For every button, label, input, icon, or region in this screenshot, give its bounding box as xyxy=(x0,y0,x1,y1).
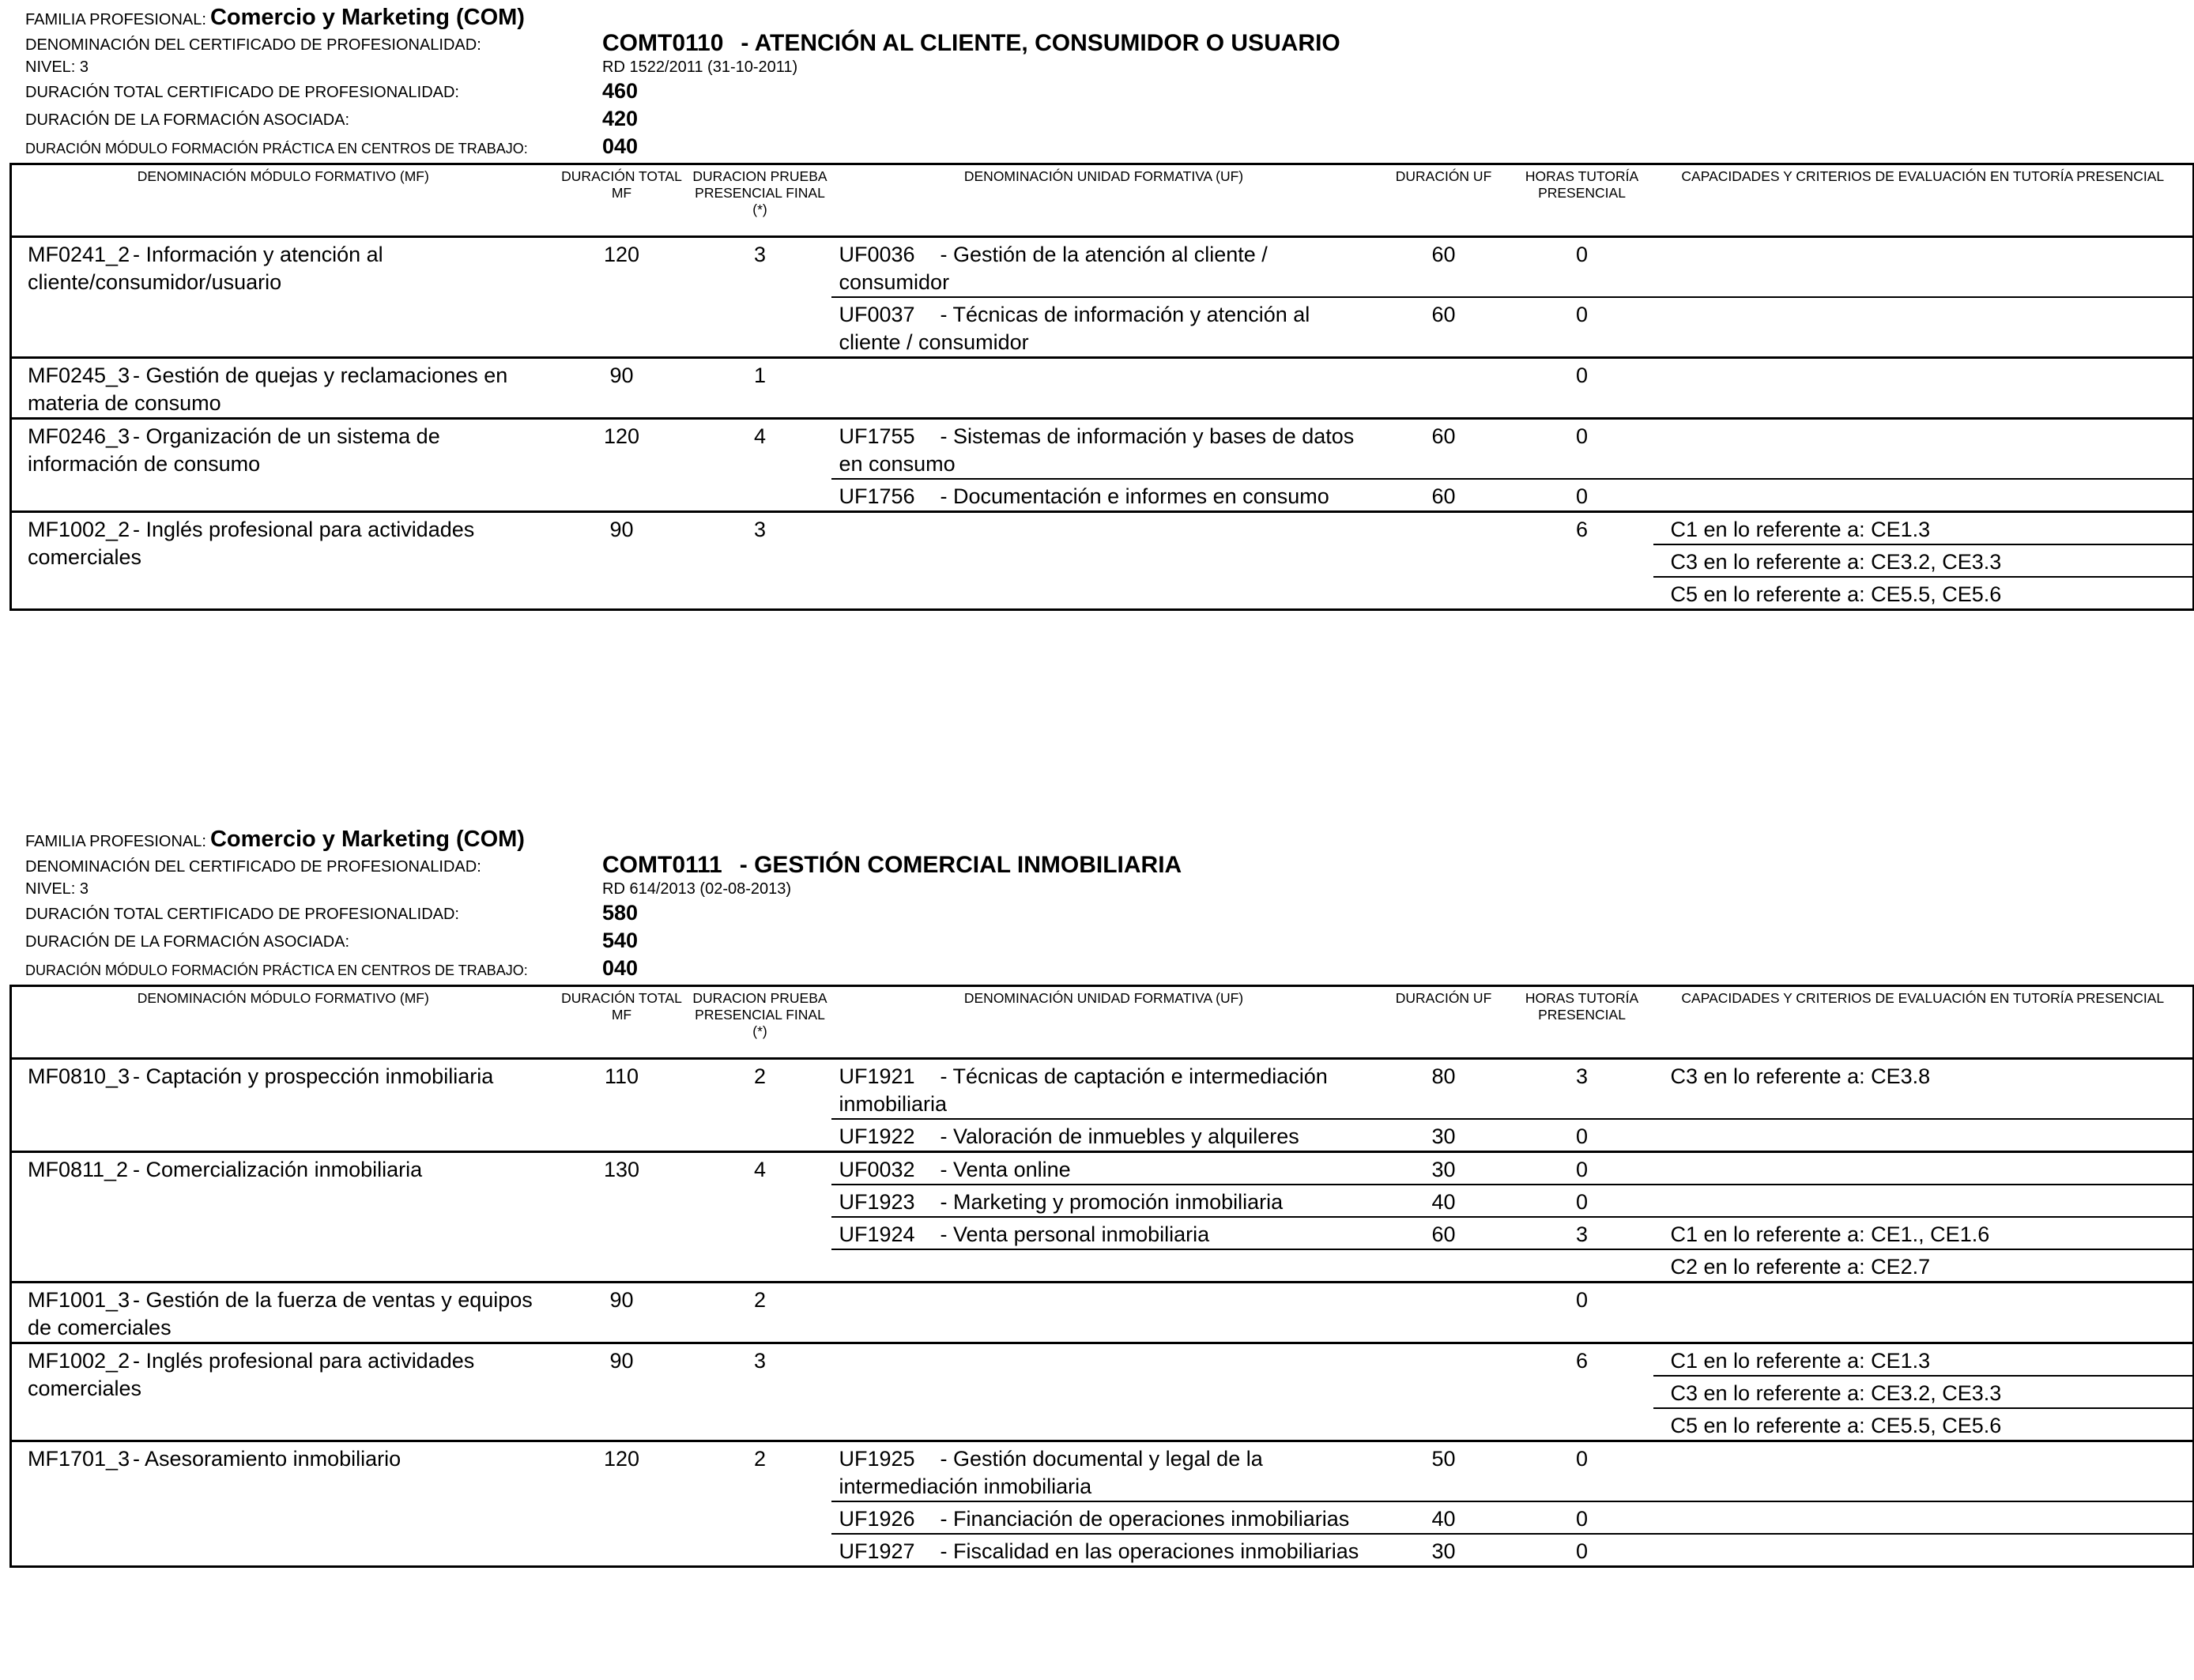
module-duration: 90 xyxy=(555,512,689,610)
column-header-dur-mf: DURACIÓN TOTAL MF xyxy=(555,164,689,237)
capacidades-criterios xyxy=(1653,237,2194,298)
duracion-practica-label: DURACIÓN MÓDULO FORMACIÓN PRÁCTICA EN CENTROS DE TRABAJO: xyxy=(25,141,528,156)
nivel-label: NIVEL: 3 xyxy=(25,58,89,76)
module-code: MF0245_3 xyxy=(28,363,130,387)
table-row xyxy=(11,1059,2194,1120)
capacidades-criterios xyxy=(1653,297,2194,358)
module-duration: 120 xyxy=(555,1441,689,1567)
uf-cell xyxy=(831,1119,1377,1152)
module-cell xyxy=(11,237,555,358)
horas-tutoria: 6 xyxy=(1511,512,1653,545)
uf-cell xyxy=(831,237,1377,298)
capacidades-criterios xyxy=(1653,358,2194,419)
module-cell xyxy=(11,358,555,419)
horas-tutoria: 0 xyxy=(1511,1283,1653,1343)
uf-cell xyxy=(831,479,1377,512)
duracion-practica-value: 040 xyxy=(602,134,639,158)
uf-name: - Financiación de operaciones inmobiliarias xyxy=(940,1507,1350,1531)
horas-tutoria: 0 xyxy=(1511,297,1653,358)
module-name: - Captación y prospección inmobiliaria xyxy=(133,1064,494,1088)
familia-row xyxy=(25,827,525,853)
duracion-total-label: DURACIÓN TOTAL CERTIFICADO DE PROFESIONALIDAD: xyxy=(25,906,459,923)
column-header-dur-mf: DURACIÓN TOTAL MF xyxy=(555,986,689,1059)
horas-tutoria: 0 xyxy=(1511,479,1653,512)
duracion-total-value: 460 xyxy=(602,79,639,103)
module-cell xyxy=(11,1343,555,1441)
familia-value: Comercio y Marketing (COM) xyxy=(209,827,525,852)
uf-name: - Venta personal inmobiliaria xyxy=(940,1222,1210,1246)
column-header-mf: DENOMINACIÓN MÓDULO FORMATIVO (MF) xyxy=(11,164,555,237)
capacidades-criterios xyxy=(1653,1185,2194,1217)
uf-duration: 50 xyxy=(1377,1441,1511,1502)
uf-duration xyxy=(1377,1249,1511,1283)
module-code: MF1002_2 xyxy=(28,1349,130,1373)
module-prueba: 3 xyxy=(689,1343,831,1441)
table-row xyxy=(11,1152,2194,1185)
column-header-prueba: DURACION PRUEBA PRESENCIAL FINAL (*) xyxy=(689,164,831,237)
familia-label: FAMILIA PROFESIONAL: xyxy=(25,11,206,28)
uf-cell xyxy=(831,1185,1377,1217)
uf-cell xyxy=(831,358,1377,419)
column-header-uf: DENOMINACIÓN UNIDAD FORMATIVA (UF) xyxy=(831,986,1377,1059)
duracion-practica-value: 040 xyxy=(602,956,639,980)
denominacion-label: DENOMINACIÓN DEL CERTIFICADO DE PROFESIONALIDAD: xyxy=(25,36,481,54)
uf-duration: 60 xyxy=(1377,479,1511,512)
horas-tutoria: 3 xyxy=(1511,1059,1653,1120)
certificado-name: - ATENCIÓN AL CLIENTE, CONSUMIDOR O USUARIO xyxy=(741,30,1340,56)
horas-tutoria: 0 xyxy=(1511,237,1653,298)
capacidades-criterios: C1 en lo referente a: CE1.3 xyxy=(1653,512,2194,545)
module-prueba: 2 xyxy=(689,1059,831,1152)
uf-duration: 60 xyxy=(1377,297,1511,358)
uf-duration: 40 xyxy=(1377,1501,1511,1534)
module-cell xyxy=(11,512,555,610)
horas-tutoria xyxy=(1511,1376,1653,1408)
capacidades-criterios: C2 en lo referente a: CE2.7 xyxy=(1653,1249,2194,1283)
uf-duration xyxy=(1377,577,1511,610)
module-duration: 110 xyxy=(555,1059,689,1152)
uf-duration: 60 xyxy=(1377,237,1511,298)
module-name: - Organización de un sistema de información de consumo xyxy=(28,424,440,476)
horas-tutoria xyxy=(1511,577,1653,610)
column-header-horas: HORAS TUTORÍA PRESENCIAL xyxy=(1511,164,1653,237)
module-code: MF0246_3 xyxy=(28,424,130,448)
uf-cell xyxy=(831,297,1377,358)
capacidades-criterios xyxy=(1653,1119,2194,1152)
uf-code: UF1756 xyxy=(839,484,915,508)
table-row xyxy=(11,1441,2194,1502)
module-name: - Información y atención al cliente/consumidor/usuario xyxy=(28,243,383,294)
uf-name: - Venta online xyxy=(940,1158,1071,1181)
module-duration: 120 xyxy=(555,419,689,512)
uf-cell xyxy=(831,512,1377,545)
horas-tutoria xyxy=(1511,1408,1653,1441)
module-name: - Gestión de quejas y reclamaciones en materia de consumo xyxy=(28,363,508,415)
module-duration: 90 xyxy=(555,1343,689,1441)
horas-tutoria: 0 xyxy=(1511,1534,1653,1567)
capacidades-criterios: C3 en lo referente a: CE3.2, CE3.3 xyxy=(1653,1376,2194,1408)
horas-tutoria: 0 xyxy=(1511,1119,1653,1152)
uf-duration: 30 xyxy=(1377,1152,1511,1185)
horas-tutoria xyxy=(1511,1249,1653,1283)
column-header-mf: DENOMINACIÓN MÓDULO FORMATIVO (MF) xyxy=(11,986,555,1059)
certificado-code: COMT0110 xyxy=(602,30,724,56)
module-prueba: 2 xyxy=(689,1283,831,1343)
uf-duration xyxy=(1377,1376,1511,1408)
duracion-practica-label: DURACIÓN MÓDULO FORMACIÓN PRÁCTICA EN CENTROS DE TRABAJO: xyxy=(25,962,528,978)
module-prueba: 3 xyxy=(689,512,831,610)
uf-cell xyxy=(831,1059,1377,1120)
capacidades-criterios xyxy=(1653,479,2194,512)
familia-value: Comercio y Marketing (COM) xyxy=(209,5,525,30)
uf-duration xyxy=(1377,1408,1511,1441)
certificado-name: - GESTIÓN COMERCIAL INMOBILIARIA xyxy=(739,852,1182,878)
module-duration: 120 xyxy=(555,237,689,358)
module-cell xyxy=(11,419,555,512)
uf-name: - Gestión documental y legal de la intermediación inmobiliaria xyxy=(839,1447,1263,1498)
uf-name: - Valoración de inmuebles y alquileres xyxy=(940,1124,1299,1148)
column-header-prueba: DURACION PRUEBA PRESENCIAL FINAL (*) xyxy=(689,986,831,1059)
uf-name: - Sistemas de información y bases de datos en consumo xyxy=(839,424,1355,476)
column-header-cap: CAPACIDADES Y CRITERIOS DE EVALUACIÓN EN TUTORÍA PRESENCIAL xyxy=(1653,986,2194,1059)
capacidades-criterios: C3 en lo referente a: CE3.8 xyxy=(1653,1059,2194,1120)
uf-cell xyxy=(831,1249,1377,1283)
horas-tutoria: 0 xyxy=(1511,1501,1653,1534)
capacidades-criterios xyxy=(1653,1501,2194,1534)
uf-cell xyxy=(831,1283,1377,1343)
rd-text: RD 614/2013 (02-08-2013) xyxy=(602,880,792,898)
capacidades-criterios: C1 en lo referente a: CE1., CE1.6 xyxy=(1653,1217,2194,1249)
module-name: - Comercialización inmobiliaria xyxy=(133,1158,423,1181)
duracion-total-value: 580 xyxy=(602,901,639,925)
uf-name: - Técnicas de captación e intermediación inmobiliaria xyxy=(839,1064,1328,1116)
uf-cell xyxy=(831,577,1377,610)
uf-code: UF1922 xyxy=(839,1124,915,1148)
uf-name: - Fiscalidad en las operaciones inmobiliarias xyxy=(940,1539,1359,1563)
uf-duration xyxy=(1377,1343,1511,1377)
uf-code: UF0037 xyxy=(839,303,915,326)
uf-duration xyxy=(1377,1283,1511,1343)
module-code: MF0810_3 xyxy=(28,1064,130,1088)
capacidades-criterios: C3 en lo referente a: CE3.2, CE3.3 xyxy=(1653,544,2194,577)
rd-text: RD 1522/2011 (31-10-2011) xyxy=(602,58,798,76)
familia-row xyxy=(25,5,525,31)
capacidades-criterios: C1 en lo referente a: CE1.3 xyxy=(1653,1343,2194,1377)
uf-cell xyxy=(831,1441,1377,1502)
module-code: MF1701_3 xyxy=(28,1447,130,1471)
module-name: - Inglés profesional para actividades comerciales xyxy=(28,1349,475,1400)
module-cell xyxy=(11,1441,555,1567)
module-duration: 130 xyxy=(555,1152,689,1283)
capacidades-criterios: C5 en lo referente a: CE5.5, CE5.6 xyxy=(1653,1408,2194,1441)
column-header-cap: CAPACIDADES Y CRITERIOS DE EVALUACIÓN EN TUTORÍA PRESENCIAL xyxy=(1653,164,2194,237)
capacidades-criterios: C5 en lo referente a: CE5.5, CE5.6 xyxy=(1653,577,2194,610)
certificado-code: COMT0111 xyxy=(602,852,722,878)
module-duration: 90 xyxy=(555,358,689,419)
uf-name: - Gestión de la atención al cliente / consumidor xyxy=(839,243,1268,294)
module-prueba: 2 xyxy=(689,1441,831,1567)
certificado-title xyxy=(602,852,1182,879)
module-name: - Asesoramiento inmobiliario xyxy=(133,1447,401,1471)
duracion-formacion-value: 540 xyxy=(602,929,639,952)
uf-code: UF1926 xyxy=(839,1507,915,1531)
uf-duration: 60 xyxy=(1377,1217,1511,1249)
table-row xyxy=(11,512,2194,545)
modulos-table xyxy=(9,163,2194,611)
duracion-total-label: DURACIÓN TOTAL CERTIFICADO DE PROFESIONALIDAD: xyxy=(25,84,459,101)
module-code: MF1001_3 xyxy=(28,1288,130,1312)
table-header-row xyxy=(11,164,2194,237)
uf-code: UF0032 xyxy=(839,1158,915,1181)
uf-cell xyxy=(831,419,1377,480)
uf-code: UF0036 xyxy=(839,243,915,266)
duracion-formacion-value: 420 xyxy=(602,107,639,130)
uf-duration: 30 xyxy=(1377,1534,1511,1567)
module-duration: 90 xyxy=(555,1283,689,1343)
capacidades-criterios xyxy=(1653,419,2194,480)
module-prueba: 3 xyxy=(689,237,831,358)
uf-duration xyxy=(1377,512,1511,545)
table-header-row xyxy=(11,986,2194,1059)
table-row xyxy=(11,1343,2194,1377)
capacidades-criterios xyxy=(1653,1534,2194,1567)
capacidades-criterios xyxy=(1653,1152,2194,1185)
horas-tutoria: 0 xyxy=(1511,1441,1653,1502)
duracion-formacion-label: DURACIÓN DE LA FORMACIÓN ASOCIADA: xyxy=(25,111,350,129)
column-header-dur-uf: DURACIÓN UF xyxy=(1377,164,1511,237)
uf-code: UF1927 xyxy=(839,1539,915,1563)
horas-tutoria: 0 xyxy=(1511,1152,1653,1185)
module-code: MF0811_2 xyxy=(28,1158,129,1181)
uf-duration: 30 xyxy=(1377,1119,1511,1152)
uf-code: UF1924 xyxy=(839,1222,915,1246)
nivel-label: NIVEL: 3 xyxy=(25,880,89,898)
column-header-uf: DENOMINACIÓN UNIDAD FORMATIVA (UF) xyxy=(831,164,1377,237)
module-name: - Gestión de la fuerza de ventas y equipos de comerciales xyxy=(28,1288,533,1339)
familia-label: FAMILIA PROFESIONAL: xyxy=(25,833,206,850)
uf-duration: 40 xyxy=(1377,1185,1511,1217)
capacidades-criterios xyxy=(1653,1441,2194,1502)
module-prueba: 1 xyxy=(689,358,831,419)
uf-duration xyxy=(1377,358,1511,419)
capacidades-criterios xyxy=(1653,1283,2194,1343)
uf-code: UF1925 xyxy=(839,1447,915,1471)
uf-code: UF1755 xyxy=(839,424,915,448)
uf-cell xyxy=(831,1408,1377,1441)
denominacion-label: DENOMINACIÓN DEL CERTIFICADO DE PROFESIONALIDAD: xyxy=(25,858,481,876)
uf-cell xyxy=(831,1534,1377,1567)
uf-cell xyxy=(831,1376,1377,1408)
horas-tutoria: 0 xyxy=(1511,419,1653,480)
module-name: - Inglés profesional para actividades comerciales xyxy=(28,518,475,569)
uf-cell xyxy=(831,1152,1377,1185)
horas-tutoria xyxy=(1511,544,1653,577)
column-header-dur-uf: DURACIÓN UF xyxy=(1377,986,1511,1059)
uf-name: - Documentación e informes en consumo xyxy=(940,484,1329,508)
horas-tutoria: 6 xyxy=(1511,1343,1653,1377)
table-row xyxy=(11,1283,2194,1343)
uf-cell xyxy=(831,1217,1377,1249)
table-row xyxy=(11,237,2194,298)
uf-name: - Marketing y promoción inmobiliaria xyxy=(940,1190,1284,1214)
module-prueba: 4 xyxy=(689,419,831,512)
module-code: MF0241_2 xyxy=(28,243,130,266)
module-cell xyxy=(11,1059,555,1152)
uf-code: UF1921 xyxy=(839,1064,915,1088)
column-header-horas: HORAS TUTORÍA PRESENCIAL xyxy=(1511,986,1653,1059)
module-code: MF1002_2 xyxy=(28,518,130,541)
module-prueba: 4 xyxy=(689,1152,831,1283)
duracion-formacion-label: DURACIÓN DE LA FORMACIÓN ASOCIADA: xyxy=(25,933,350,951)
uf-name: - Técnicas de información y atención al cliente / consumidor xyxy=(839,303,1310,354)
horas-tutoria: 3 xyxy=(1511,1217,1653,1249)
horas-tutoria: 0 xyxy=(1511,358,1653,419)
horas-tutoria: 0 xyxy=(1511,1185,1653,1217)
uf-cell xyxy=(831,1343,1377,1377)
table-row xyxy=(11,419,2194,480)
modulos-table xyxy=(9,985,2194,1568)
uf-duration: 80 xyxy=(1377,1059,1511,1120)
uf-duration xyxy=(1377,544,1511,577)
uf-cell xyxy=(831,544,1377,577)
certificado-title xyxy=(602,30,1340,57)
table-row xyxy=(11,358,2194,419)
module-cell xyxy=(11,1152,555,1283)
uf-code: UF1923 xyxy=(839,1190,915,1214)
uf-duration: 60 xyxy=(1377,419,1511,480)
uf-cell xyxy=(831,1501,1377,1534)
module-cell xyxy=(11,1283,555,1343)
